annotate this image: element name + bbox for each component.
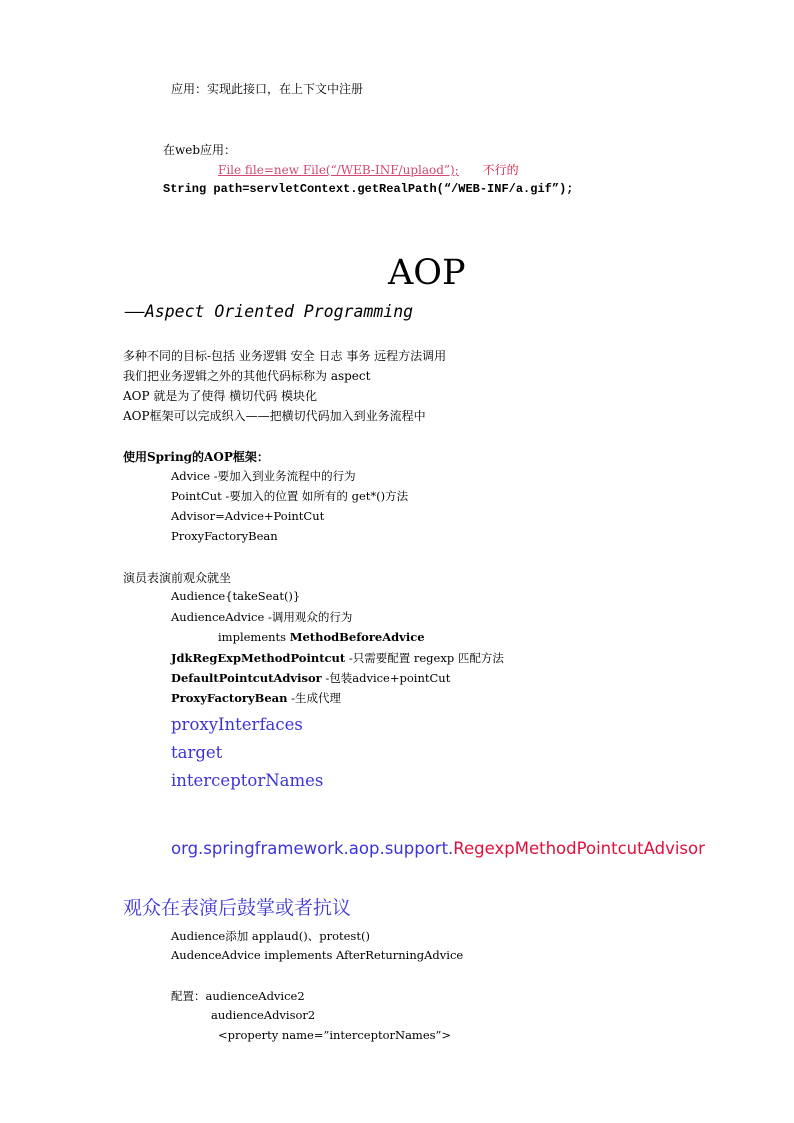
method-before-advice: MethodBeforeAdvice (289, 630, 425, 644)
property-line: <property name=”interceptorNames”> (218, 1028, 452, 1042)
pfb-desc: -生成代理 (287, 691, 342, 705)
audience-line: Audience{takeSeat()} (171, 589, 301, 603)
paragraph-4: AOP框架可以完成织入——把横切代码加入到业务流程中 (123, 409, 426, 423)
advice-line: Advice -要加入到业务流程中的行为 (171, 469, 356, 483)
jdk-pointcut-desc: -只需要配置 regexp 匹配方法 (345, 651, 504, 665)
jdk-pointcut-line (171, 650, 504, 666)
package-path: org.springframework.aop.support. (171, 839, 454, 858)
app-note: 应用：实现此接口，在上下文中注册 (171, 82, 364, 96)
file-code[interactable]: File file=new File(“/WEB-INF/uplaod”); (218, 163, 459, 177)
string-path-code: String path=servletContext.getRealPath(“/WEB-INF/a.gif”); (163, 182, 574, 196)
paragraph-3: AOP 就是为了使得 横切代码 模块化 (123, 389, 318, 403)
advisor2-line: audienceAdvisor2 (211, 1008, 316, 1022)
jdk-pointcut-class: JdkRegExpMethodPointcut (171, 651, 346, 665)
page-title: AOP (388, 253, 466, 293)
audience2-line: Audience添加 applaud()、protest() (171, 929, 370, 943)
default-advisor-class: DefaultPointcutAdvisor (171, 671, 322, 685)
example-heading: 演员表演前观众就坐 (123, 571, 232, 585)
implements-line (218, 630, 425, 644)
default-advisor-line (171, 670, 450, 686)
pfb-class: ProxyFactoryBean (171, 691, 288, 705)
file-code-line (218, 161, 519, 178)
pointcut-line: PointCut -要加入的位置 如所有的 get*()方法 (171, 489, 409, 503)
regexp-advisor-class: RegexpMethodPointcutAdvisor (453, 839, 705, 858)
audience-advice-line: AudienceAdvice -调用观众的行为 (171, 610, 353, 624)
prop-proxy-interfaces: proxyInterfaces (171, 715, 303, 734)
proxy-factory-line: ProxyFactoryBean (171, 529, 278, 543)
web-intro: 在web应用： (163, 143, 237, 157)
prop-interceptor-names: interceptorNames (171, 771, 324, 790)
config-line: 配置：audienceAdvice2 (171, 989, 305, 1003)
page-subtitle: ——Aspect Oriented Programming (125, 302, 414, 321)
default-advisor-desc: -包装advice+pointCut (321, 671, 451, 685)
advisor-package-line (171, 839, 705, 858)
section-heading-after: 观众在表演后鼓掌或者抗议 (123, 897, 352, 919)
paragraph-2: 我们把业务逻辑之外的其他代码标称为 aspect (123, 369, 371, 383)
pfb-line (171, 690, 341, 706)
paragraph-1: 多种不同的目标-包括 业务逻辑 安全 日志 事务 远程方法调用 (123, 349, 447, 363)
audence-advice2-line: AudenceAdvice implements AfterReturningAdvice (171, 948, 464, 962)
not-ok-label: 不行的 (482, 163, 519, 177)
advisor-line: Advisor=Advice+PointCut (171, 509, 325, 523)
spring-aop-heading: 使用Spring的AOP框架： (123, 450, 269, 464)
implements-keyword: implements (218, 630, 290, 644)
prop-target: target (171, 743, 223, 762)
